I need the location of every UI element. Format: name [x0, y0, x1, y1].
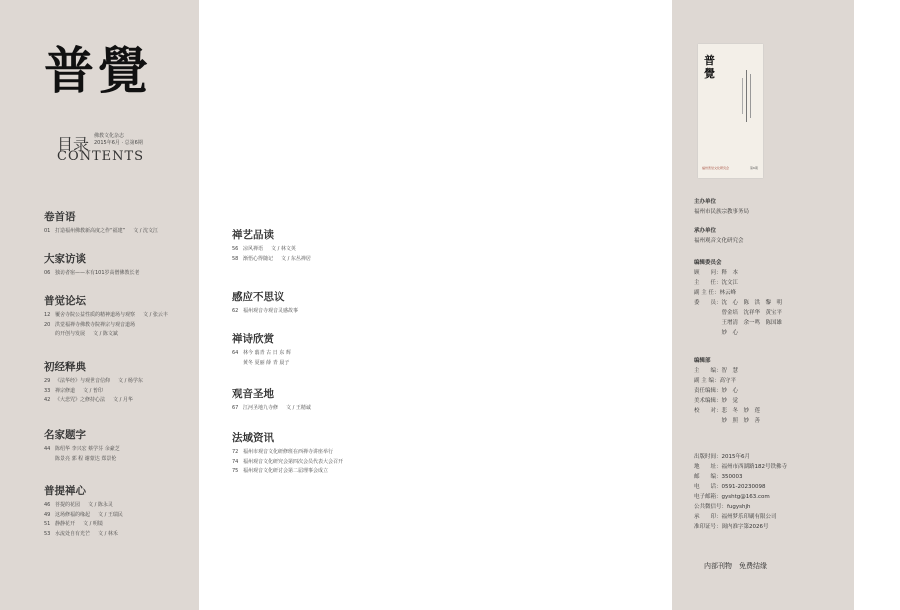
- committee-line: 顾 问：释 本: [694, 270, 739, 276]
- dept-line: 责任编辑：妙 心: [694, 388, 739, 394]
- copyright-line: 承 印：福州梦乐印刷有限公司: [694, 514, 777, 520]
- organizer-title: 承办单位: [694, 228, 717, 234]
- toc-entry[interactable]: 的开创与发展 文 / 陈文斌: [55, 331, 118, 337]
- section-title: 观音圣地: [232, 388, 274, 400]
- toc-entry[interactable]: 64 林今 翦青 古 日 东 辉: [232, 350, 291, 356]
- copyright-line: 公共微信号：fugyshjh: [694, 504, 751, 510]
- sponsor-block: [694, 197, 749, 217]
- section-title: 大家访谈: [44, 253, 86, 265]
- cover-footer-publisher: 福州普觉文化研究会: [702, 166, 730, 170]
- toc-title-chinese: 目录: [57, 135, 90, 154]
- cover-text-column: [750, 74, 751, 118]
- toc-entry[interactable]: 33 禅宗修道 文 / 普印: [44, 387, 103, 394]
- sponsor-title: 主办单位: [694, 199, 717, 205]
- committee-title: 编辑委员会: [694, 260, 722, 266]
- toc-section-miracle: [232, 290, 306, 317]
- toc-section-poetry: [232, 332, 299, 368]
- magazine-logo: 普覺: [44, 41, 152, 100]
- committee-line: 副 主 任：林云峰: [694, 290, 736, 296]
- dept-line: 副 主 编：高守平: [694, 378, 736, 384]
- toc-entry[interactable]: 01 打造福州佛教新高度之作“福建” 文 / 沈文江: [44, 228, 159, 234]
- toc-section-interview: [44, 252, 148, 279]
- toc-entry[interactable]: 58 渐悟心得随记 文 / 东丛禅居: [232, 255, 311, 262]
- committee-line: 主 任：沈文江: [694, 280, 739, 286]
- toc-entry[interactable]: 44 陈绍华 李兴宏 蔡学芬 余豪芝: [44, 446, 120, 452]
- cover-logo: 普 覺: [704, 54, 715, 80]
- toc-entry[interactable]: 20 洪觉福禅寺佛教寺院禅宗与观音道场: [44, 321, 136, 328]
- cover-thumbnail: [698, 44, 763, 178]
- section-title: 禅诗欣赏: [232, 333, 274, 345]
- toc-entry[interactable]: 46 菩提的花园 文 / 陈永灵: [44, 502, 113, 508]
- sponsor-value: 福州市民族宗教事务局: [694, 209, 750, 215]
- toc-entry[interactable]: 陈景亮 郭 程 谢蒙达 郑景伦: [55, 455, 117, 462]
- dept-line: 主 编：智 慧: [694, 368, 739, 374]
- toc-section-holy-land: [232, 387, 311, 414]
- toc-entry[interactable]: 72 福州市观音文化研修班在西禅寺讲座举行: [232, 449, 334, 455]
- copyright-line: 邮 编：350003: [694, 474, 743, 480]
- section-title: 名家题字: [44, 429, 86, 441]
- toc-entry[interactable]: 12 覆舍寺院公益性质的精神道场与观察 文 / 张云丰: [44, 312, 168, 318]
- issue-info: 佛教文化杂志 2015年6月 · 总第6期: [94, 133, 143, 146]
- toc-entry[interactable]: 56 凉风禅语 文 / 林文英: [232, 246, 296, 252]
- organizer-value: 福州观音文化研究会: [694, 238, 744, 244]
- toc-entry[interactable]: 75 福州观音文化研讨会第二届理事会成立: [232, 468, 329, 474]
- center-panel: [199, 0, 672, 610]
- committee-line: 曾金培 沈祥华 黄宝平: [694, 310, 783, 316]
- copyright-block: [694, 452, 787, 532]
- toc-entry[interactable]: 29 《法华经》与观世音信仰 文 / 杨学东: [44, 378, 143, 384]
- editorial-dept-title: 编辑部: [694, 358, 711, 364]
- toc-entry[interactable]: 51 静静花开 文 / 明镜: [44, 521, 103, 527]
- toc-entry[interactable]: 62 福州观音寺观音灵感故事: [232, 308, 299, 314]
- toc-entry[interactable]: 49 这场修福的缘起 文 / 王瑞民: [44, 511, 123, 518]
- committee-line: 委 员：沈 心 陈 洪 黎 明: [694, 300, 783, 306]
- section-title: 禅艺品读: [232, 229, 274, 241]
- committee-line: 妙 心: [694, 330, 739, 336]
- section-title: 普觉论坛: [44, 295, 86, 307]
- copyright-line: 电子邮箱：gyshtg@163.com: [694, 494, 770, 500]
- section-title: 卷首语: [44, 211, 76, 223]
- cover-text-column: [746, 70, 747, 122]
- toc-entry[interactable]: 黄冬 夏丽 薛 青 晨子: [243, 359, 290, 366]
- dept-line: 美术编辑：妙 觉: [694, 398, 739, 404]
- section-title: 感应不思议: [232, 291, 285, 303]
- copyright-line: 地 址：福州市西湖路182号铁佛寺: [694, 464, 787, 470]
- toc-section-juanshouyu: [44, 210, 158, 237]
- toc-entry[interactable]: 42 《大悲咒》之修持心法 文 / 月华: [44, 397, 133, 403]
- cover-footer-issue: 第6期: [750, 166, 758, 170]
- toc-section-art: [232, 228, 311, 264]
- toc-section-bodhi: [44, 484, 123, 539]
- toc-entry[interactable]: 06 独访者宿——本有101岁高僧佛教长老: [44, 270, 140, 276]
- toc-section-news: [232, 431, 351, 477]
- free-distribution-slogan: 内部刊物 免费结缘: [704, 562, 767, 570]
- toc-entry[interactable]: 67 江河圣地九寺修 文 / 王精诚: [232, 405, 311, 411]
- toc-title-english: CONTENTS: [57, 149, 145, 164]
- page-margin: [854, 0, 900, 610]
- committee-line: 王增清 余一鸣 陈国雄: [694, 320, 783, 326]
- section-title: 初经释典: [44, 361, 86, 373]
- toc-section-sutra: [44, 360, 143, 406]
- section-title: 法域资讯: [232, 432, 274, 444]
- toc-section-forum: [44, 294, 168, 340]
- toc-entry[interactable]: 74 福州观音文化研究会第四次会员代表大会召开: [232, 458, 344, 465]
- copyright-line: 电 话：0591-20230098: [694, 484, 766, 490]
- organizer-block: [694, 226, 744, 246]
- toc-entry[interactable]: 53 水流处自有光芒 文 / 林禾: [44, 530, 118, 537]
- editorial-dept-block: [694, 356, 760, 426]
- dept-line: 妙 照 妙 善: [694, 418, 761, 424]
- toc-section-calligraphy: [44, 428, 128, 464]
- cover-text-column: [742, 78, 743, 114]
- committee-block: [694, 258, 782, 338]
- copyright-line: 出版时间：2015年6月: [694, 454, 750, 460]
- copyright-line: 准印证号：闽内准字第2026号: [694, 524, 769, 530]
- dept-line: 校 对：悲 冬 妙 莲: [694, 408, 761, 414]
- left-panel: [0, 0, 199, 610]
- section-title: 普提禅心: [44, 485, 86, 497]
